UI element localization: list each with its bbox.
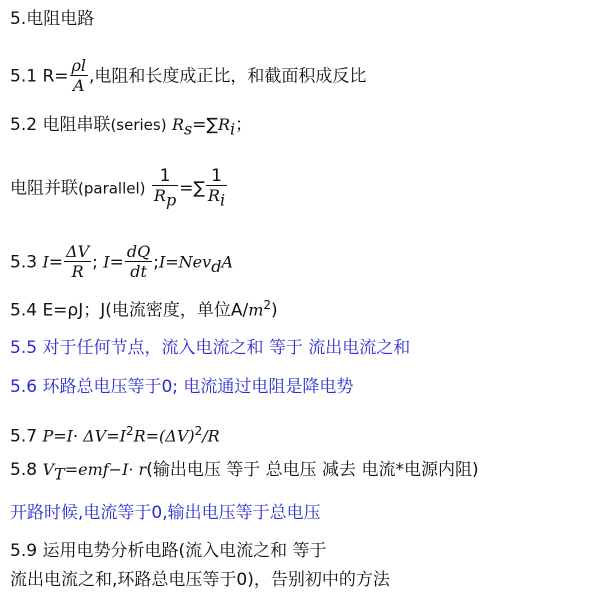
formula-5-4-text: 5.4 E=ρJ；J(电流密度，单位A/ <box>10 300 249 321</box>
current-symbol: I <box>42 252 49 272</box>
equals-sign: = <box>48 252 64 273</box>
charge-rate-fraction <box>125 243 152 282</box>
formula-5-3 <box>10 243 233 282</box>
drift-subscript: d <box>211 256 222 276</box>
ri-subscript: i <box>219 190 226 210</box>
emf-formula: =emf−I· r <box>64 460 147 479</box>
formula-5-2 <box>10 115 252 139</box>
formula-5-2-prefix: 5.2 电阻串联 <box>10 115 111 135</box>
sum-sign: =∑ <box>179 178 205 199</box>
resistance-fraction <box>70 57 89 96</box>
power-formula-c: /R <box>202 426 220 446</box>
formula-5-7-prefix: 5.7 <box>10 426 43 447</box>
formula-5-8-text: (输出电压 等于 总电压 减去 电流*电源内阻) <box>146 460 479 480</box>
fraction-numerator: ρl <box>71 56 87 75</box>
current-symbol: I <box>103 252 110 272</box>
power-formula-b: R=(ΔV) <box>133 426 195 446</box>
meter-symbol: m <box>248 300 264 320</box>
formula-parallel <box>10 167 228 210</box>
parallel-label: (parallel) <box>78 179 146 198</box>
sum-sign: =∑ <box>192 115 218 135</box>
voltage-subscript: T <box>54 464 65 484</box>
separator: ; <box>92 252 104 273</box>
section-heading: 5.电阻电路 <box>10 9 95 29</box>
fraction-denominator: dt <box>130 262 147 281</box>
formula-5-2-end: ； <box>235 115 253 135</box>
power-formula-a: P=I· ΔV=I <box>42 426 126 446</box>
rule-5-9-line2: 流出电流之和,环路总电压等于0)，告别初中的方法 <box>10 570 390 590</box>
formula-5-1 <box>10 57 366 96</box>
fraction-numerator: 1 <box>206 167 227 186</box>
rs-symbol: R <box>172 115 185 134</box>
formula-5-7 <box>10 421 220 447</box>
voltage-symbol: V <box>42 460 55 479</box>
squared-exponent: 2 <box>125 424 134 438</box>
ri-symbol: R <box>217 115 231 134</box>
formula-5-1-text: ,电阻和长度成正比，和截面积成反比 <box>89 66 367 87</box>
ri-subscript: i <box>230 119 236 139</box>
open-circuit-note: 开路时候,电流等于0,输出电压等于总电压 <box>10 503 321 523</box>
rule-5-5: 5.5 对于任何节点，流入电流之和 等于 流出电流之和 <box>10 338 411 358</box>
rs-subscript: s <box>184 119 193 139</box>
rule-5-6: 5.6 环路总电压等于0; 电流通过电阻是降电势 <box>10 377 354 397</box>
rp-subscript: p <box>165 190 177 210</box>
area-symbol: A <box>221 252 233 272</box>
fraction-denominator: A <box>72 76 85 95</box>
series-label: (series) <box>110 116 167 134</box>
parallel-fraction-right <box>206 167 227 210</box>
ohm-fraction <box>64 243 91 282</box>
drift-formula: I=Nev <box>158 252 212 272</box>
fraction-numerator: ΔV <box>66 242 90 261</box>
squared-exponent: 2 <box>194 424 203 438</box>
equals-sign: = <box>109 252 124 273</box>
squared-exponent: 2 <box>263 298 272 312</box>
rp-symbol: R <box>153 186 166 205</box>
parallel-fraction-left <box>152 167 178 210</box>
rule-5-9-line1: 5.9 运用电势分析电路(流入电流之和 等于 <box>10 541 327 561</box>
fraction-numerator: 1 <box>152 167 178 186</box>
formula-5-4-end: ) <box>271 300 278 321</box>
parallel-prefix: 电阻并联 <box>10 178 78 199</box>
formula-5-8 <box>10 460 479 484</box>
formula-5-8-prefix: 5.8 <box>10 460 43 480</box>
fraction-numerator: dQ <box>126 242 151 261</box>
formula-5-4 <box>10 295 278 321</box>
separator: ; <box>153 252 159 273</box>
fraction-denominator: R <box>71 262 84 281</box>
ri-symbol: R <box>207 186 220 205</box>
formula-5-1-prefix: 5.1 R= <box>10 66 69 87</box>
formula-5-3-prefix: 5.3 <box>10 252 43 273</box>
